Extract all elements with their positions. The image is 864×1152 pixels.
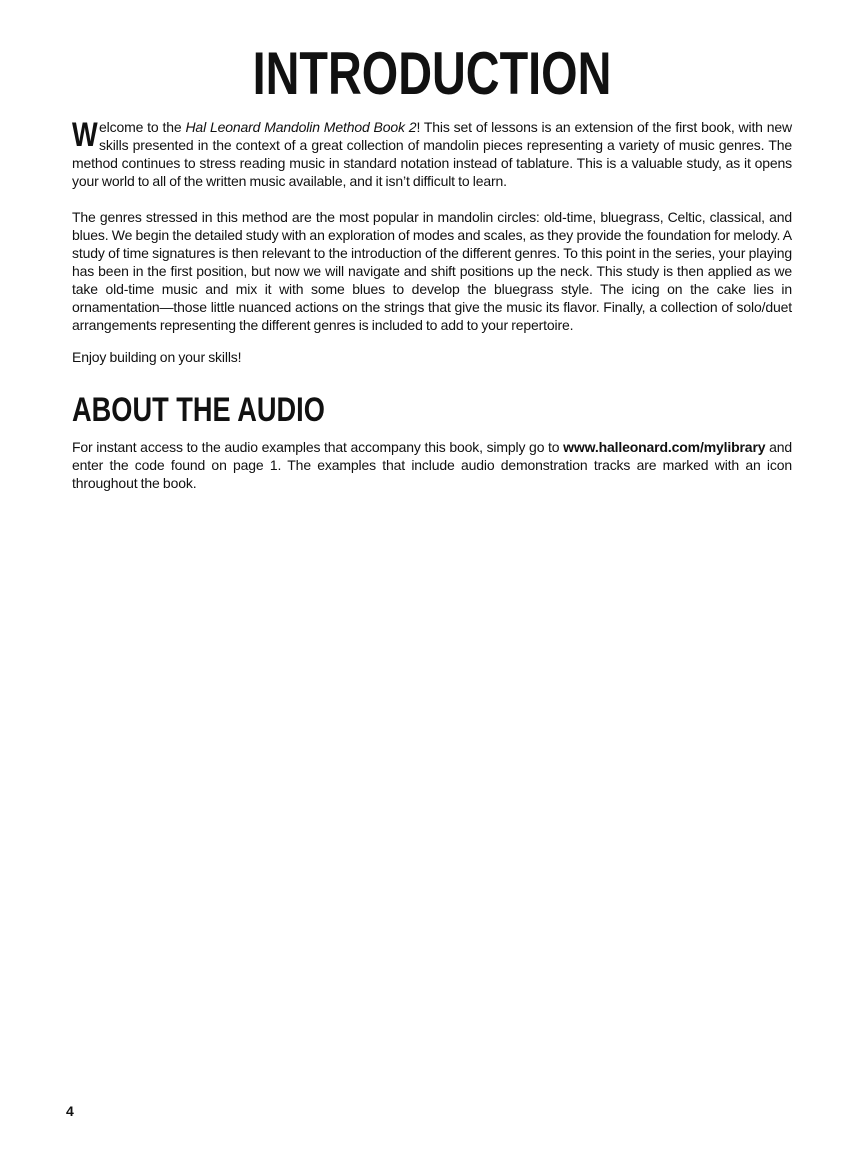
library-url-link[interactable]: www.halleonard.com/mylibrary [563, 439, 766, 455]
book-title: Hal Leonard Mandolin Method Book 2 [185, 119, 417, 135]
audio-section-heading: ABOUT THE AUDIO [72, 391, 325, 429]
intro-p2-text: The genres stressed in this method are the most popular in mandolin circles: old-time, bluegrass, Celtic, classical, and blues. We begin the detailed study with an exploration of modes and scales, as they provide the foundation for melody. A study of time signatures is then relevant to the introduction of the different genres. To this point in the series, your playing has been in the first position, but now we will navigate and shift positions up the neck. This study is then applied as we take old-time music and mix it with some blues to develop the bluegrass style. The icing on the cake lies in ornamentation—those little nuanced actions on the strings that give the music its flavor. Finally, a collection of solo/duet arrangements representing the different genres is included to add to your repertoire. [72, 209, 792, 333]
audio-p-end: and enter the code found on page 1. The examples that include audio demonstration tracks are marked with an icon throughout the book. [72, 439, 792, 491]
intro-paragraph-2 [72, 208, 792, 334]
audio-paragraph [72, 438, 792, 492]
page-title: INTRODUCTION [252, 40, 612, 107]
intro-p1-rest: ! This set of lessons is an extension of the first book, with new skills presented in the context of a great collection of mandolin pieces representing a variety of music genres. The method continues to stress reading music in standard notation instead of tablature. This is a valuable study, as it opens your world to all of the written music available, and it isn’t difficult to learn. [72, 119, 792, 189]
intro-paragraph-3 [72, 348, 792, 366]
page-number: 4 [66, 1103, 74, 1119]
intro-p1-start: elcome to the [99, 119, 186, 135]
drop-cap: W [72, 116, 98, 154]
intro-paragraph-1 [72, 118, 792, 190]
intro-p3-text: Enjoy building on your skills! [72, 349, 242, 365]
audio-p-start: For instant access to the audio examples that accompany this book, simply go to [72, 439, 564, 455]
